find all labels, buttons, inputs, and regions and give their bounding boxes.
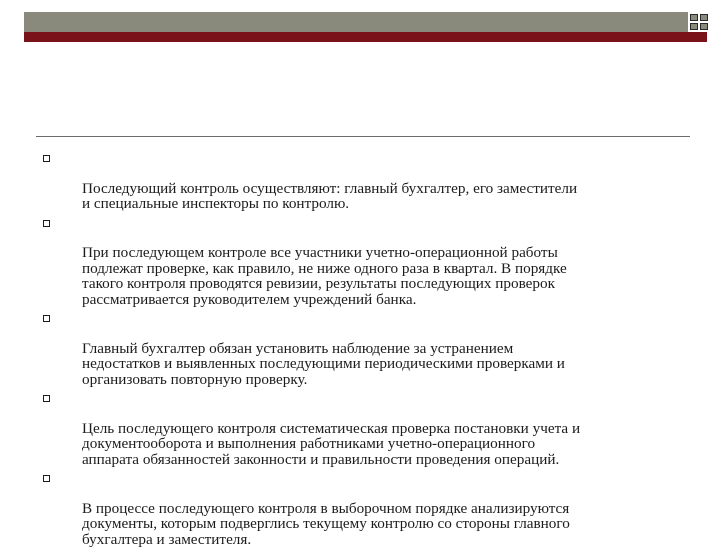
corner-square-icon <box>690 14 698 21</box>
corner-square-icon <box>700 23 708 30</box>
hollow-square-icon <box>43 395 50 402</box>
bullet-item <box>40 310 690 387</box>
hollow-square-icon <box>43 220 50 227</box>
hollow-square-icon <box>43 315 50 322</box>
bullet-text: Главный бухгалтер обязан установить наблюдение за устранением недостатков и выявленных последующими периодическими проверками и организовать повторную проверку. <box>82 339 565 388</box>
bullet-item <box>40 390 690 467</box>
bullet-text: Последующий контроль осуществляют: главный бухгалтер, его заместители и специальные инспекторы по контролю. <box>82 179 578 213</box>
header-band <box>24 12 688 32</box>
bullet-item <box>40 470 690 547</box>
bullet-text: В процессе последующего контроля в выборочном порядке анализируются документы, которым подверглись текущему контролю со стороны главного бухгалтера и заместителя. <box>82 499 570 548</box>
bullet-list <box>40 150 690 550</box>
title-divider <box>36 136 690 137</box>
corner-square-icon <box>700 14 708 21</box>
header-accent-bar <box>24 32 707 42</box>
bullet-item <box>40 150 690 212</box>
bullet-text: При последующем контроле все участники учетно-операционной работы подлежат проверке, как правило, не ниже одного раза в квартал. В порядке такого контроля проводятся ревизии, результаты последующих проверок рассматривается руководителем учреждений банка. <box>82 244 567 308</box>
hollow-square-icon <box>43 475 50 482</box>
bullet-text: Цель последующего контроля систематическая проверка постановки учета и документооборота и выполнения работниками учетно-операционного аппарата обязанностей законности и правильности проведения операций. <box>82 419 581 468</box>
hollow-square-icon <box>43 155 50 162</box>
bullet-item <box>40 215 690 307</box>
corner-square-icon <box>690 23 698 30</box>
